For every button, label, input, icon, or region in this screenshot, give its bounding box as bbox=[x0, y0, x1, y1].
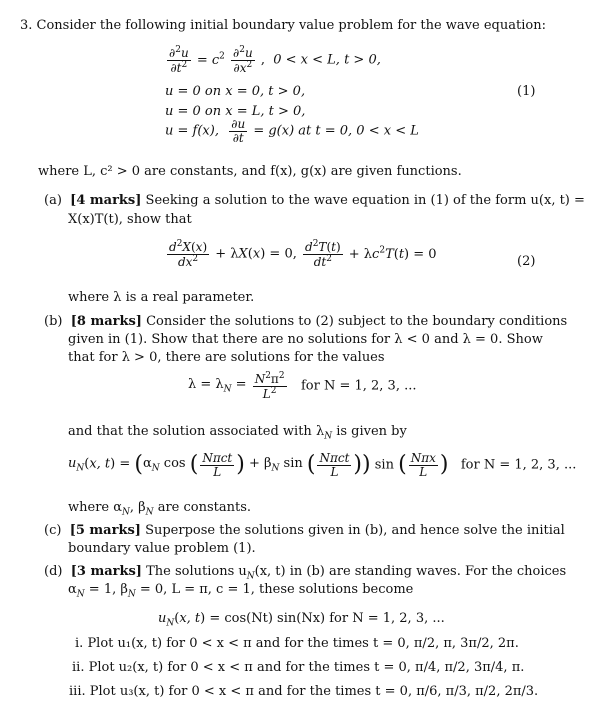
initial-conditions: u = f(x), $\frac{\partial u}{\partial t}$ = g(x) at t = 0, 0 < x < L bbox=[165, 117, 419, 145]
problem-intro: 3. Consider the following initial boundary value problem for the wave equation: bbox=[20, 18, 546, 33]
part-b-line2: given in (1). Show that there are no solutions for λ < 0 and λ = 0. Show bbox=[68, 332, 543, 347]
eigenvalues: $\lambda = \lambda_N$ = $\frac{N^2\pi^2}{L^2}$ for N = 1, 2, 3, ... bbox=[188, 371, 417, 401]
part-c-line2: boundary value problem (1). bbox=[68, 541, 256, 556]
pde-domain: 0 < x < L, t > 0, bbox=[273, 52, 381, 68]
part-b-line3: that for λ > 0, there are solutions for the values bbox=[68, 350, 385, 365]
part-d-line1: (d) [3 marks] The solutions $u_N(x$, t) in (b) are standing waves. For the choices bbox=[44, 564, 567, 582]
boundary-condition-right: u = 0 on x = L, t > 0, bbox=[165, 104, 306, 119]
special-solution: $u_N(x$, t) = cos(Nt) sin(Nx) for N = 1, 2, 3, ... bbox=[158, 611, 445, 629]
part-c-line1: (c) [5 marks] Superpose the solutions given in (b), and hence solve the initial bbox=[44, 523, 565, 538]
boundary-condition-left: u = 0 on x = 0, t > 0, bbox=[165, 84, 306, 99]
plot-item-2: ii. Plot u₂(x, t) for 0 < x < π and for the times t = 0, π/4, π/2, 3π/4, π. bbox=[72, 660, 525, 675]
part-a-after: where λ is a real parameter. bbox=[68, 290, 255, 305]
part-d-line2: $\alpha_N = 1$, $\beta_N = 0$, L = π, c = 1, these solutions become bbox=[68, 582, 414, 600]
part-a-line2: X(x)T(t), show that bbox=[68, 212, 192, 227]
part-b-assoc: and that the solution associated with $\lambda_N$ is given by bbox=[68, 424, 407, 442]
separated-ode: $\frac{d^2X(x)}{dx^2}$ + λX(x) = 0, $\frac{d^2T(t)}{dt^2}$ + $\lambda c^2T(t) = 0$ bbox=[169, 239, 437, 269]
plot-item-3: iii. Plot u₃(x, t) for 0 < x < π and for the times t = 0, π/6, π/3, π/2, 2π/3. bbox=[69, 684, 539, 699]
part-b-line1: (b) [8 marks] Consider the solutions to (2) subject to the boundary conditions bbox=[44, 314, 568, 329]
part-a-line1: (a) [4 marks] Seeking a solution to the wave equation in (1) of the form u(x, t) = bbox=[44, 193, 585, 208]
equation-label-1: (1) bbox=[517, 84, 536, 99]
problem-where: where L, c² > 0 are constants, and f(x), g(x) are given functions. bbox=[38, 164, 462, 179]
standing-wave-solution: $u_N(x$, $t) = (\alpha_N$ cos ( $\frac{\text{Nπct}}{L}$ ) + $\beta_N$ sin ( $\frac{\text{Nπct}}{L}$ )) sin ( $\frac{\text{Nπx}}{L}$ ) for N = 1, 2, 3, ... bbox=[68, 451, 577, 479]
equation-label-2: (2) bbox=[517, 254, 536, 269]
plot-item-1: i. Plot u₁(x, t) for 0 < x < π and for the times t = 0, π/2, π, 3π/2, 2π. bbox=[75, 636, 519, 651]
part-b-where: where $\alpha_N$, $\beta_N$ are constants. bbox=[68, 500, 252, 518]
wave-equation: $\frac{\partial^2u}{\partial t^2}$ = $c^2$ $\frac{\partial^2u}{\partial x^2}$ , 0 < x < L, t > 0, bbox=[169, 45, 381, 75]
